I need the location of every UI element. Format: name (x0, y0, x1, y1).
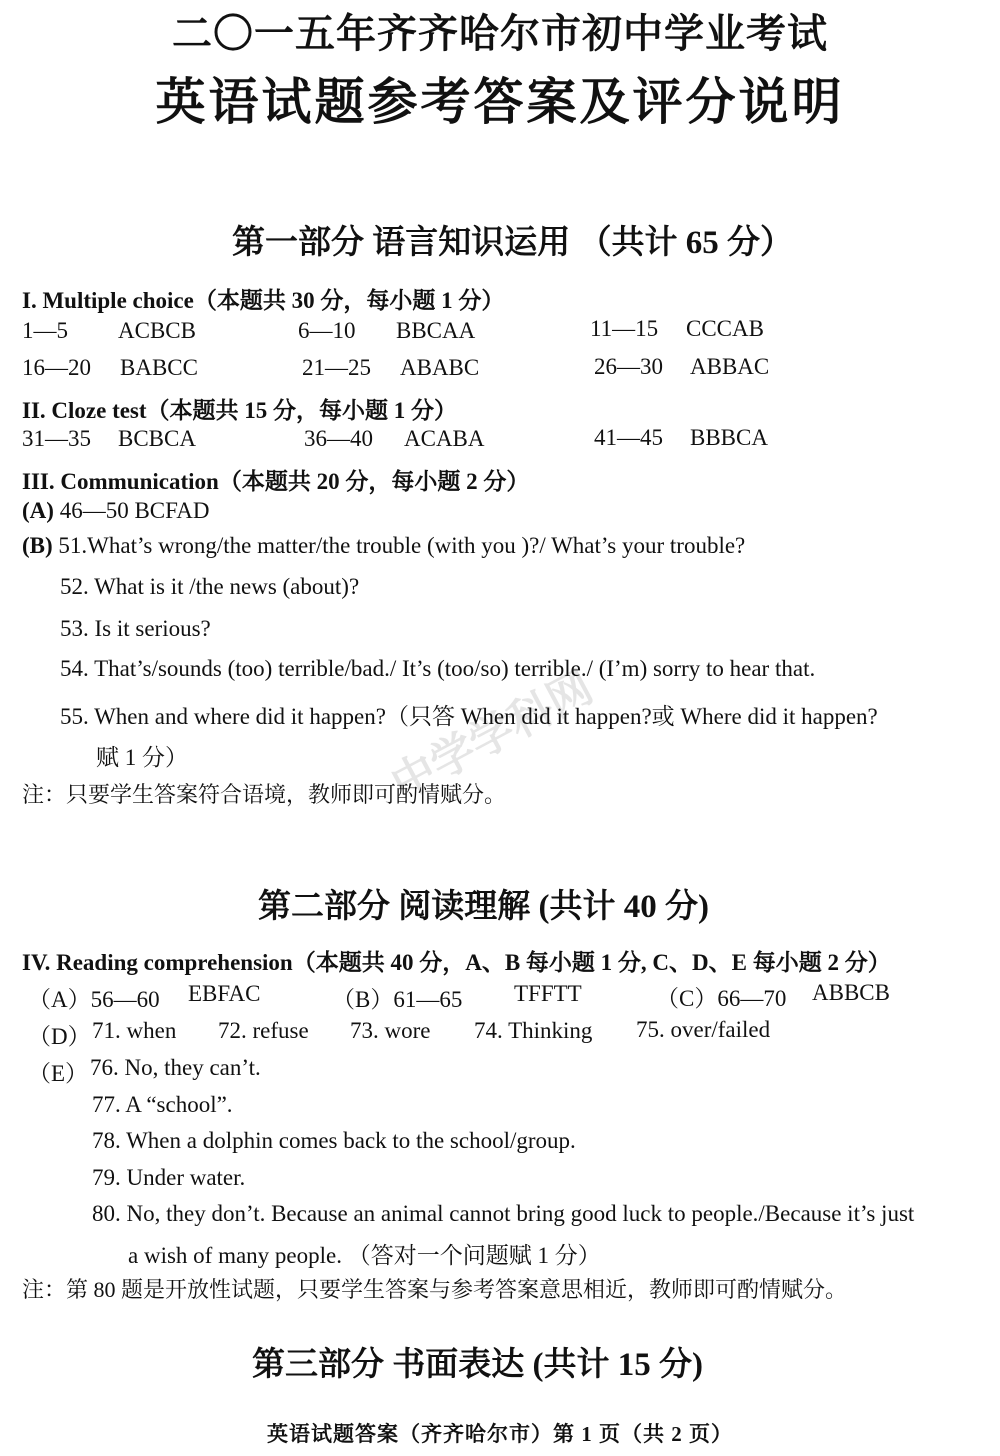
answer-key: ABBCB (812, 980, 890, 1005)
answer-76: 76. No, they can’t. (90, 1055, 261, 1080)
answer-range: 41—45 (594, 425, 663, 450)
answer-key: TFFTT (514, 981, 582, 1006)
answer-71: 71. when (92, 1018, 177, 1043)
answer-74: 74. Thinking (474, 1018, 593, 1043)
answer-key: ABABC (400, 355, 480, 380)
part3-heading: 第三部分 书面表达 (共计 15 分) (252, 1347, 703, 1383)
answer-key: BABCC (120, 355, 198, 380)
answer-80-cont: a wish of many people. （答对一个问题赋 1 分） (128, 1243, 601, 1268)
part1-remark: 注：只要学生答案符合语境，教师即可酌情赋分。 (22, 782, 507, 807)
title-line-1: 二〇一五年齐齐哈尔市初中学业考试 (172, 11, 828, 56)
answer-73: 73. wore (350, 1018, 431, 1043)
part-a-label: (A) (22, 498, 54, 523)
answer-range: 16—20 (22, 355, 91, 380)
part-b-label: (B) (22, 533, 53, 558)
section-3-header (22, 463, 529, 496)
section-2-header (22, 392, 457, 425)
answer-key: BBCAA (396, 318, 476, 343)
answer-range: （B）61—65 (332, 987, 463, 1012)
answer-79: 79. Under water. (92, 1165, 246, 1190)
section-1-header (22, 282, 504, 315)
answer-key: BCBCA (118, 426, 196, 451)
part-b-line (22, 533, 745, 559)
answer-range: （A）56—60 (28, 987, 160, 1012)
section-4-title: IV. Reading comprehension (22, 950, 293, 975)
section-2-title: II. Cloze test (22, 398, 147, 423)
section-1-note: （本题共 30 分，每小题 1 分） (193, 288, 505, 313)
part1-heading: 第一部分 语言知识运用 （共计 65 分） (232, 225, 793, 261)
answer-range: 1—5 (22, 318, 68, 343)
answer-55-cont: 赋 1 分） (96, 745, 188, 770)
part2-remark: 注：第 80 题是开放性试题，只要学生答案与参考答案意思相近，教师即可酌情赋分。 (22, 1277, 848, 1302)
answer-key: BBBCA (690, 425, 768, 450)
answer-52: 52. What is it /the news (about)? (60, 574, 360, 599)
answer-key: ABBAC (690, 354, 770, 379)
answer-78: 78. When a dolphin comes back to the school/group. (92, 1128, 576, 1153)
answer-key: ACBCB (118, 318, 196, 343)
title-line-2: 英语试题参考答案及评分说明 (155, 74, 845, 130)
section-3-note: （本题共 20 分，每小题 2 分） (218, 469, 530, 494)
answer-range: 36—40 (304, 426, 373, 451)
answer-51: 51.What’s wrong/the matter/the trouble (with you )?/ What’s your trouble? (58, 533, 746, 558)
answer-72: 72. refuse (218, 1018, 309, 1043)
answer-54: 54. That’s/sounds (too) terrible/bad./ It’s (too/so) terrible./ (I’m) sorry to hear that. (60, 656, 816, 681)
answer-80: 80. No, they don’t. Because an animal cannot bring good luck to people./Because it’s just (92, 1201, 915, 1226)
answer-75: 75. over/failed (636, 1017, 771, 1042)
answer-range: 26—30 (594, 354, 663, 379)
answer-range: 11—15 (590, 316, 659, 341)
section-4-note: （本题共 40 分，A、B 每小题 1 分, C、D、E 每小题 2 分） (292, 950, 891, 975)
answer-range: 31—35 (22, 426, 91, 451)
watermark: 中学学科网 (383, 662, 601, 810)
part-a-answers: 46—50 BCFAD (59, 498, 210, 523)
part-d-label: （D） (28, 1024, 91, 1049)
section-4-header (22, 944, 891, 977)
answer-77: 77. A “school”. (92, 1092, 233, 1117)
answer-range: 21—25 (302, 355, 371, 380)
section-3-title: III. Communication (22, 469, 219, 494)
part-a-line (22, 498, 209, 524)
section-2-note: （本题共 15 分，每小题 1 分） (146, 398, 458, 423)
answer-key: CCCAB (686, 316, 764, 341)
answer-key: EBFAC (188, 981, 261, 1006)
answer-key: ACABA (404, 426, 485, 451)
answer-55: 55. When and where did it happen?（只答 When did it happen?或 Where did it happen? (60, 704, 878, 729)
part-e-label: （E） (28, 1061, 89, 1086)
answer-range: （C）66—70 (656, 986, 787, 1011)
part2-heading: 第二部分 阅读理解 (共计 40 分) (258, 889, 709, 925)
section-1-title: I. Multiple choice (22, 288, 194, 313)
answer-range: 6—10 (298, 318, 356, 343)
page-footer: 英语试题答案（齐齐哈尔市）第 1 页（共 2 页） (267, 1422, 733, 1446)
answer-53: 53. Is it serious? (60, 616, 211, 641)
